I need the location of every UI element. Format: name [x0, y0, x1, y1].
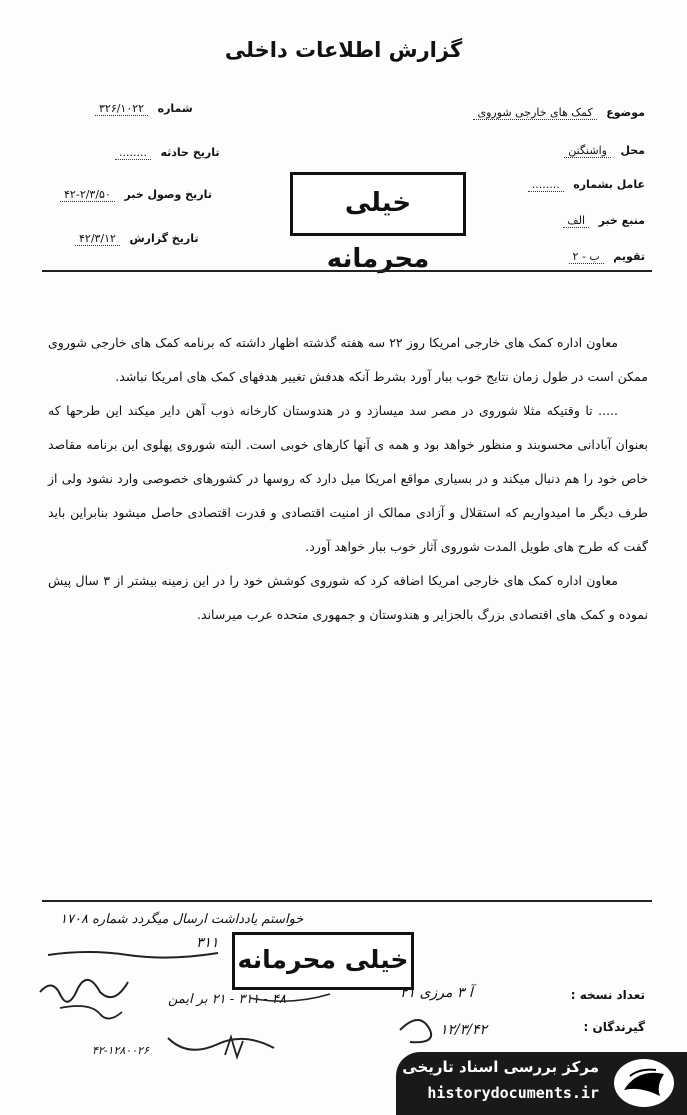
- agent-label: عامل بشماره: [573, 178, 645, 191]
- report-date-value: ۴۲/۳/۱۲: [75, 232, 120, 246]
- rating-label: تقویم: [613, 250, 645, 263]
- location-value: واشنگتن: [564, 144, 611, 158]
- classification-stamp-bottom: خیلی محرمانه: [232, 932, 414, 990]
- classification-stamp-top: خیلی محرمانه: [290, 172, 466, 236]
- source-label: منبع خبر: [598, 214, 645, 227]
- copies-label: تعداد نسخه :: [570, 988, 645, 1002]
- event-date-label: تاریخ حادثه: [160, 146, 220, 159]
- event-date-value: ........: [115, 146, 151, 160]
- report-date-label: تاریخ گزارش: [129, 232, 199, 245]
- handwritten-note: خواستم یادداشت ارسال میگردد شماره ۱۷۰۸: [60, 912, 304, 927]
- receipt-date-label: تاریخ وصول خبر: [124, 188, 212, 201]
- handwritten-bottom-left: ۴۲-۱۲۸۰۰۲۶: [92, 1044, 149, 1057]
- body-paragraph-1: معاون اداره کمک های خارجی امریکا روز ۲۲ سه هفته گذشته اظهار داشته که برنامه کمک های خارجی شوروی ممکن است در طول زمان نتایج خوب ببار آورد بشرط آنکه هدفش تغییر هدفهای کمک های امریکا نباشد.: [48, 335, 648, 384]
- handwritten-left-line: ۴۸ - ۳۱۱ - ۲۱ بر ایمن: [168, 992, 286, 1007]
- rating-value: ب - ۲: [569, 250, 604, 264]
- handwritten-date: ۱۲/۳/۴۲: [440, 1022, 488, 1038]
- handwritten-number: ۳۱۱: [196, 935, 219, 951]
- scroll-emblem-icon: [610, 1056, 678, 1110]
- logo-name: مرکز بررسی اسناد تاریخی: [402, 1058, 599, 1076]
- body-paragraph-3: معاون اداره کمک های خارجی امریکا اضافه کرد که شوروی کوشش خود را در این زمینه بیشتر از ۳ سال پیش نموده و کمک های اقتصادی بزرگ بالجزایر و هندوستان و جمهوری متحده عرب میرساند.: [48, 573, 648, 622]
- report-number-label: شماره: [157, 102, 193, 115]
- handwritten-copies: آ ۳ مرزی ۲۱: [400, 985, 473, 1001]
- location-label: محل: [620, 144, 645, 157]
- agent-value: ........: [528, 178, 564, 192]
- body-paragraph-2: ..... تا وقتیکه مثلا شوروی در مصر سد میسازد و در هندوستان کارخانه ذوب آهن دایر میکند این طرحها که بعنوان آبادانی محسوبند و منظور خواهد بود و همه ی آنها کارهای خوبی است. البته شوروی پهلوی این برنامه مقاصد خاص خود را هم دنبال میکند و در بسیاری مواقع امریکا میل دارد که روسها در کشورهای خصوصی وارد نشود ولی از طرف دیگر ما امیدواریم که استقلال و آزادی ممالک از امنیت اقتصادی و قدرت اقتصادی حاصل میشود بنابراین باید گفت که طرح های طویل المدت شوروی آثار خوب ببار خواهد آورد.: [48, 403, 648, 554]
- recipients-label: گیرندگان :: [583, 1020, 645, 1034]
- logo-url: historydocuments.ir: [427, 1084, 599, 1102]
- report-number-value: ۳۲۶/۱۰۲۲: [95, 102, 148, 116]
- receipt-date-value: ۲/۳/۵۰-۴۲: [60, 188, 115, 202]
- subject-label: موضوع: [606, 106, 645, 119]
- document-title: گزارش اطلاعات داخلی: [224, 38, 463, 62]
- source-value: الف: [563, 214, 589, 228]
- subject-value: کمک های خارجی شوروی: [473, 106, 596, 120]
